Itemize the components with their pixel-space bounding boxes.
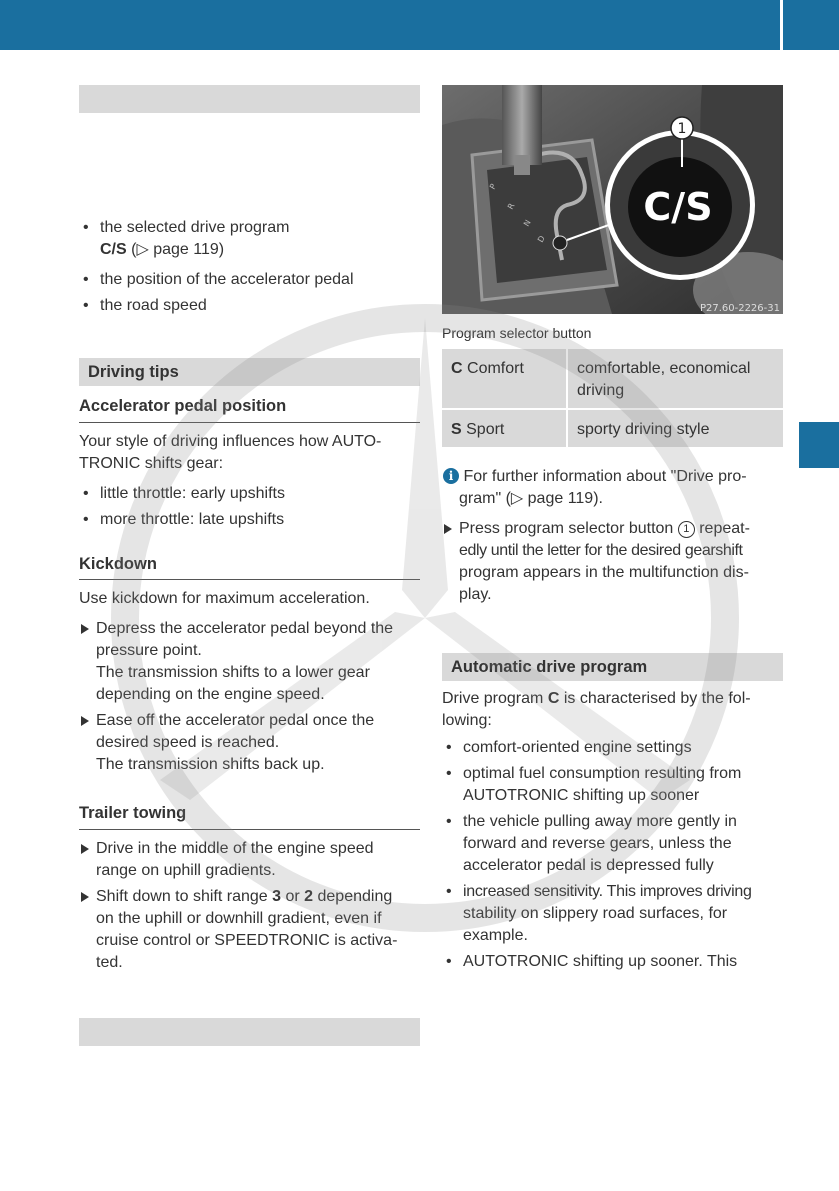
step-arrow-icon: [81, 892, 89, 902]
text-line: [459, 518, 786, 540]
text-span: is characterised by the fol-: [559, 690, 751, 707]
section-bar-bottom-left: [79, 1018, 420, 1046]
list-item: [83, 509, 420, 531]
list-item: [83, 217, 420, 261]
table-cell: [442, 349, 567, 409]
instruction-step: [79, 886, 423, 974]
list-item-text: the selected drive program: [100, 219, 290, 236]
cs-badge: C/S: [643, 185, 713, 229]
text-span: depending: [313, 888, 393, 905]
program-name: Comfort: [462, 360, 524, 377]
text-line: AUTOTRONIC shifting up sooner: [463, 787, 700, 804]
top-banner: [0, 0, 839, 50]
gate-letter-d: D: [535, 234, 547, 244]
text-line: forward and reverse gears, unless the: [463, 835, 732, 852]
list-item-text: more throttle: late upshifts: [100, 511, 285, 528]
program-c-label: C: [547, 690, 560, 707]
text-line: the vehicle pulling away more gently in: [463, 813, 737, 830]
bullet-dot: •: [83, 511, 89, 528]
gate-letter-n: N: [521, 218, 533, 228]
list-item-text: the road speed: [100, 297, 207, 314]
shift-range-2: 2: [304, 888, 314, 905]
gear-selector-photo: [442, 85, 783, 314]
trailer-towing-heading: Trailer towing: [79, 804, 420, 830]
list-item-text: little throttle: early upshifts: [100, 485, 285, 502]
text-line: play.: [459, 586, 492, 603]
automatic-drive-intro: [442, 688, 783, 732]
text-line: on the uphill or downhill gradient, even if: [96, 910, 382, 927]
text-line: [96, 886, 423, 908]
text-line: depending on the engine speed.: [96, 686, 325, 703]
program-name: Sport: [461, 421, 505, 438]
text-span: or: [281, 888, 305, 905]
list-item: [446, 951, 783, 973]
text-line: program appears in the multifunction dis-: [459, 564, 749, 581]
bullet-dot: •: [83, 485, 89, 502]
bullet-dot: •: [83, 297, 89, 314]
bullet-dot: •: [446, 813, 452, 830]
text-line: pressure point.: [96, 642, 202, 659]
table-cell: [442, 409, 567, 448]
list-item-text: AUTOTRONIC shifting up sooner. This: [463, 953, 738, 970]
shift-range-3: 3: [272, 888, 282, 905]
text-line: desired speed is reached.: [96, 734, 280, 751]
callout-number-inline: 1: [678, 521, 695, 538]
photo-code: P27.60-2226-31: [699, 303, 780, 314]
kickdown-text: Use kickdown for maximum acceleration.: [79, 590, 370, 607]
text-line: ted.: [96, 954, 123, 971]
page-ref-link[interactable]: (▷ page 119): [126, 241, 225, 258]
photo-caption: Program selector button: [442, 325, 592, 341]
instruction-step: [79, 838, 420, 882]
table-cell: [567, 409, 783, 448]
text-line: range on uphill gradients.: [96, 862, 276, 879]
info-note: [459, 466, 783, 510]
bullet-dot: •: [446, 765, 452, 782]
section-bar-top-left: [79, 85, 420, 113]
step-arrow-icon: [81, 624, 89, 634]
text-line: accelerator pedal is depressed fully: [463, 857, 714, 874]
bullet-dot: •: [446, 883, 452, 900]
text-line: TRONIC shifts gear:: [79, 455, 224, 472]
page-ref-link[interactable]: gram" (▷ page 119).: [459, 490, 603, 507]
text-line: Ease off the accelerator pedal once the: [96, 712, 375, 729]
step-arrow-icon: [81, 844, 89, 854]
text-line: sporty driving style: [577, 421, 710, 438]
driving-tips-heading: Driving tips: [79, 358, 420, 386]
gear-selector-illustration: [442, 85, 783, 314]
table-cell: [567, 349, 783, 409]
instruction-step: [79, 618, 420, 706]
text-span: repeat-: [694, 520, 750, 537]
text-line: stability on slippery road surfaces, for: [463, 905, 728, 922]
text-line: Depress the accelerator pedal beyond the: [96, 620, 394, 637]
text-line: Your style of driving influences how AUTO-: [79, 433, 382, 450]
text-span: Shift down to shift range: [96, 888, 273, 905]
bullet-dot: •: [446, 739, 452, 756]
table-row: [442, 409, 783, 448]
text-line: Drive in the middle of the engine speed: [96, 840, 374, 857]
text-line: cruise control or SPEEDTRONIC is activa-: [96, 932, 398, 949]
program-table: [442, 349, 783, 449]
text-span: Press program selector button: [459, 520, 678, 537]
text-line: The transmission shifts to a lower gear: [96, 664, 370, 681]
text-line: optimal fuel consumption resulting from: [463, 765, 742, 782]
bullet-dot: •: [446, 953, 452, 970]
callout-number: 1: [677, 121, 687, 137]
text-span: For further information about "Drive pro-: [463, 468, 747, 485]
accelerator-heading: Accelerator pedal position: [79, 397, 420, 423]
text-line: lowing:: [442, 712, 492, 729]
text-line: increased sensitivity. This improves driving: [463, 883, 752, 900]
accelerator-text: [79, 431, 420, 475]
text-line: comfortable, economical: [577, 360, 751, 377]
info-icon: i: [443, 468, 459, 484]
top-banner-divider: [780, 0, 783, 50]
text-line: example.: [463, 927, 528, 944]
list-item: [446, 811, 783, 877]
instruction-step: [79, 710, 420, 776]
instruction-step: [442, 518, 786, 606]
text-line: The transmission shifts back up.: [96, 756, 325, 773]
step-arrow-icon: [444, 524, 452, 534]
text-span: Drive program: [442, 690, 548, 707]
text-line: [442, 688, 783, 710]
program-key: C: [451, 360, 463, 377]
bullet-dot: •: [83, 219, 89, 236]
list-item: [446, 763, 783, 807]
list-item: [83, 295, 420, 317]
automatic-drive-heading: Automatic drive program: [442, 653, 783, 681]
list-item-text: the position of the accelerator pedal: [100, 271, 354, 288]
text-line: [459, 466, 783, 488]
text-line: edly until the letter for the desired gearshift: [459, 542, 743, 559]
list-item-text: comfort-oriented engine settings: [463, 739, 692, 756]
list-item: [446, 737, 783, 759]
step-arrow-icon: [81, 716, 89, 726]
drive-program-label: C/S: [100, 241, 127, 258]
list-item: [446, 881, 786, 947]
text-line: driving: [577, 382, 625, 399]
kickdown-heading: Kickdown: [79, 555, 420, 580]
list-item: [83, 269, 420, 291]
program-key: S: [451, 421, 462, 438]
list-item: [83, 483, 420, 505]
chapter-tab[interactable]: [799, 422, 839, 468]
gate-letter-p: P: [487, 182, 499, 191]
bullet-dot: •: [83, 271, 89, 288]
gate-letter-r: R: [505, 201, 517, 211]
table-row: [442, 349, 783, 409]
